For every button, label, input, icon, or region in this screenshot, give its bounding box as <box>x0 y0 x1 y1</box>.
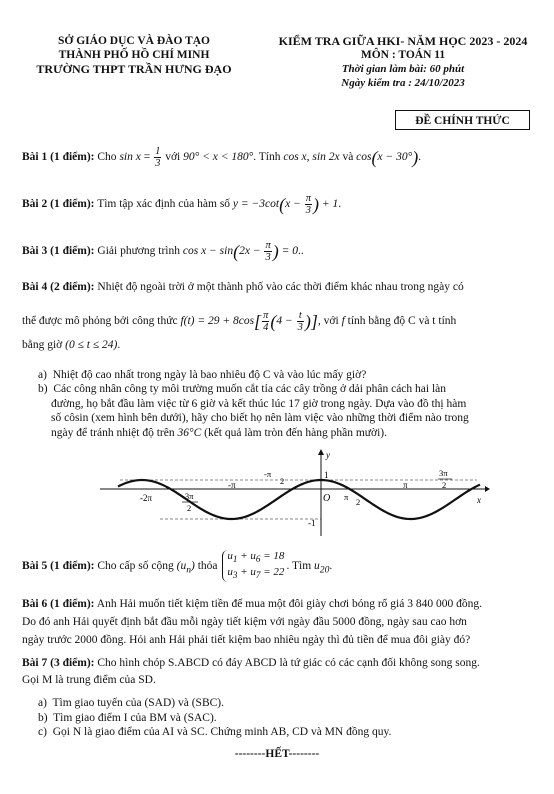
header-left <box>14 34 254 76</box>
problem-7a-text: Tìm giao tuyến của (SAD) và (SBC). <box>52 697 224 709</box>
problem-5-text: . Tìm <box>286 559 312 572</box>
exam-date: Ngày kiểm tra : 24/10/2023 <box>341 77 465 89</box>
problem-2-label: Bài 2 (1 điểm): <box>22 198 95 211</box>
problem-4-label: Bài 4 (2 điểm): <box>22 281 95 293</box>
problem-2: Bài 2 (1 điểm): Tìm tập xác định của hàm số y = −3cot(x − $\frac{\pi}{3}$ ) + 1. <box>22 193 342 216</box>
problem-1-text: . Tính <box>253 151 281 164</box>
item-label: a) <box>38 369 47 381</box>
problem-4b-text: số côsin (xem hình bên dưới), hãy cho biết họ nên làm việc vào những thời điểm nào trong <box>51 412 469 424</box>
problem-6-text: Do đó anh Hải quyết định bắt đầu mỗi ngày tiết kiệm với ngày đầu 5000 đồng, ngày sau cao hơn <box>22 616 467 628</box>
problem-7c-text: Gọi N là giao điểm của AI và SC. Chứng minh AB, CD và MN đồng quy. <box>52 726 392 738</box>
problem-7-label: Bài 7 (3 điểm): <box>22 657 95 669</box>
x-axis-label: x <box>477 495 481 505</box>
problem-4-line-2: thể được mô phỏng bởi công thức f(t) = 29 + 8cos[ $\frac{\pi}{4}$ (4 − $\frac{t}{3}$ )], với f tính bằng độ C và t tính <box>22 310 457 333</box>
problem-4-text: tính bằng độ C và t tính <box>347 315 457 328</box>
end-marker: --------HẾT-------- <box>234 748 320 760</box>
item-label: b) <box>38 383 48 395</box>
problem-4b-text: đường, họ bắt đầu làm việc từ 6 giờ và kết thúc lúc 17 giờ trong ngày. Dựa vào đồ thị hàm <box>51 397 467 410</box>
official-badge: ĐỀ CHÍNH THỨC <box>395 110 530 130</box>
problem-4b-text: (kết quả làm tròn đến hàng phần mười). <box>204 426 387 439</box>
problem-7-items <box>38 696 532 740</box>
problem-7 <box>22 656 534 688</box>
exam-duration: Thời gian làm bài: 60 phút <box>341 63 465 75</box>
problem-1-text: và <box>342 151 354 164</box>
school-name: TRƯỜNG THPT TRẦN HƯNG ĐẠO <box>36 62 232 76</box>
problem-4a <box>38 368 532 383</box>
problem-6-text: ngày trước 2000 đồng. Hỏi anh Hải phải tiết kiệm bao nhiêu ngày thì đủ tiền để mua đôi giày đó? <box>22 634 471 646</box>
x-axis-arrow <box>485 486 490 492</box>
problem-4-line-3: bằng giờ (0 ≤ t ≤ 24). <box>22 339 121 351</box>
problem-4b: b) Các công nhân công ty môi trường muốn cắt tỉa các cây trồng ở dải phân cách hai làn đường, họ bắt đầu làm việc từ 6 giờ và kết thúc lúc 17 giờ trong ngày. Dựa vào đồ thị hàm số côsin (xem hình bên dưới), hãy cho biết họ nên làm việc vào những thời điểm nào trong ngày để tránh nhiệt độ trên 36°C (kết quả làm tròn đến hàng phần mười). <box>38 382 532 440</box>
problem-5-text: thỏa <box>197 559 218 572</box>
problem-4-text: , với <box>317 315 339 328</box>
tick-3pi2-den: 2 <box>442 480 447 490</box>
problem-5-label: Bài 5 (1 điểm): <box>22 559 95 572</box>
problem-1-text: với <box>165 151 181 164</box>
problem-4a-text: Nhiệt độ cao nhất trong ngày là bao nhiêu độ C và vào lúc mấy giờ? <box>52 369 367 381</box>
cosine-curve <box>118 480 480 519</box>
dept-name: SỞ GIÁO DỤC VÀ ĐÀO TẠO <box>58 35 210 47</box>
item-label: a) <box>38 697 47 709</box>
tick-pi2-num: π <box>344 492 349 502</box>
y-one-label: 1 <box>324 470 329 480</box>
problem-4-text: thể được mô phỏng bởi công thức <box>22 315 178 328</box>
tick-neg-2pi: -2π <box>140 493 153 503</box>
tick-neg-3pi2-den: 2 <box>187 503 192 513</box>
problem-1: Bài 1 (1 điểm): Cho sin x = $\frac{1}{3}$ với 90° < x < 180°. Tính cos x, sin 2x và cos(x − 30°). <box>22 146 422 169</box>
problem-3-label: Bài 3 (1 điểm): <box>22 245 95 258</box>
tick-pi: π <box>403 480 408 490</box>
problem-1-label: Bài 1 (1 điểm): <box>22 151 95 164</box>
y-axis-label: y <box>326 450 330 460</box>
tick-neg-pi2-num: -π <box>264 469 272 479</box>
problem-4-text: bằng giờ <box>22 339 63 351</box>
problem-6-text: Anh Hải muốn tiết kiệm tiền để mua một đôi giày chơi bóng rổ giá 3 840 000 đồng. <box>96 598 482 610</box>
tick-3pi2-num: 3π <box>439 468 448 478</box>
problem-3: Bài 3 (1 điểm): Giải phương trình cos x − sin(2x − $\frac{\pi}{3}$ ) = 0.. <box>22 240 304 263</box>
problem-4-text: Nhiệt độ ngoài trời ở một thành phố vào các thời điểm khác nhau trong ngày có <box>97 281 464 293</box>
origin-label: O <box>323 493 331 504</box>
problem-6-label: Bài 6 (1 điểm): <box>22 598 95 610</box>
exam-subject: MÔN : TOÁN 11 <box>360 49 446 61</box>
item-label: c) <box>38 726 47 738</box>
city-name: THÀNH PHỐ HỒ CHÍ MINH <box>58 49 210 61</box>
problem-7b-text: Tìm giao điểm I của BM và (SAC). <box>53 711 217 724</box>
tick-neg-pi2-den: 2 <box>280 476 285 486</box>
y-axis-arrow <box>318 449 324 455</box>
problem-4-line-1 <box>22 280 464 295</box>
cosine-graph <box>100 448 490 538</box>
problem-6 <box>22 597 534 648</box>
problem-1-text: Cho <box>97 151 117 164</box>
tick-neg-3pi2-num: -3π <box>182 491 194 501</box>
exam-title: KIỂM TRA GIỮA HKI- NĂM HỌC 2023 - 2024 <box>278 34 528 48</box>
tick-neg-pi: -π <box>228 480 236 490</box>
problem-7-text: Gọi M là trung điểm của SD. <box>22 674 156 686</box>
problem-5: Bài 5 (1 điểm): Cho cấp số cộng $(u_n)$ thỏa $u_1 + u_6 = 18$ $u_3 + u_7 = 22$ . Tìm $u_{20}$. <box>22 550 333 581</box>
problem-5-text: Cho cấp số cộng <box>97 559 174 572</box>
tick-pi2-den: 2 <box>356 497 361 507</box>
problem-3-text: Giải phương trình <box>97 245 180 258</box>
item-label: b) <box>38 711 48 724</box>
problem-7-text: Cho hình chóp S.ABCD có đáy ABCD là tứ giác có các cạnh đối không song song. <box>97 657 480 669</box>
problem-4b-text: ngày để tránh nhiệt độ trên <box>51 426 175 439</box>
header-right <box>258 34 548 90</box>
problem-2-text: Tìm tập xác định của hàm số <box>97 198 231 211</box>
problem-4b-text: Các công nhân công ty môi trường muốn cắt tỉa các cây trồng ở dải phân cách hai làn <box>53 383 446 395</box>
y-neg-one-label: -1 <box>308 518 316 528</box>
